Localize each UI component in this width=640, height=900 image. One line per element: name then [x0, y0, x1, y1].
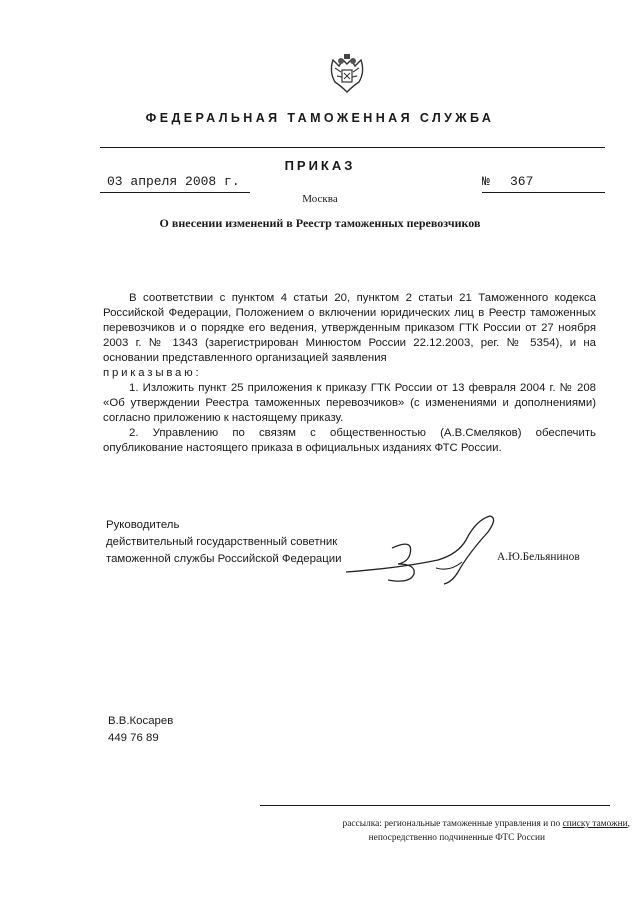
distribution-suffix: ,	[627, 819, 630, 829]
signatory-position: Руководитель	[106, 519, 180, 531]
executor-name: В.В.Косарев	[108, 715, 174, 727]
number-field	[482, 174, 605, 193]
order-item-1: 1. Изложить пункт 25 приложения к приказу ГТК России от 13 февраля 2004 г. № 208 «Об утверждении Реестра таможенных перевозчиков» (с изменениями и дополнениями) согласно приложению к настоящему приказу.	[103, 382, 596, 424]
agency-name: ФЕДЕРАЛЬНАЯ ТАМОЖЕННАЯ СЛУЖБА	[145, 111, 495, 125]
signatory-name: А.Ю.Бельянинов	[497, 551, 580, 563]
executor-phone: 449 76 89	[108, 732, 159, 744]
order-item-2: 2. Управлению по связям с общественностью (А.В.Смеляков) обеспечить опубликование настоящего приказа в официальных изданиях ФТС России.	[103, 427, 596, 454]
order-word: приказываю:	[103, 367, 202, 379]
document-type: ПРИКАЗ	[284, 158, 356, 173]
handwritten-signature	[340, 510, 500, 590]
signatory-title-block	[106, 517, 342, 568]
date-field	[100, 174, 250, 193]
distribution-underlined: списку таможни	[562, 819, 628, 829]
distribution-prefix: рассылка: региональные таможенные управления и по	[342, 819, 563, 829]
signatory-rank-line1: действительный государственный советник	[106, 536, 338, 548]
number-sign: №	[482, 174, 490, 189]
order-date: 03 апреля 2008 г.	[107, 174, 240, 189]
order-body	[103, 291, 596, 456]
city: Москва	[302, 193, 338, 205]
order-subject: О внесении изменений в Реестр таможенных перевозчиков	[159, 216, 481, 230]
footer-rule	[260, 805, 610, 806]
executor-block	[108, 713, 173, 747]
distribution-list	[0, 817, 630, 845]
order-number: 367	[510, 174, 534, 189]
distribution-line-2: непосредственно подчиненные ФТС России	[368, 833, 545, 843]
coat-of-arms-emblem	[327, 52, 367, 96]
order-word-paragraph	[103, 366, 596, 381]
signatory-rank-line2: таможенной службы Российской Федерации	[106, 553, 342, 565]
distribution-line-1	[0, 817, 630, 831]
preamble-paragraph: В соответствии с пунктом 4 статьи 20, пунктом 2 статьи 21 Таможенного кодекса Российской Федерации, Положением о включении юридических лиц в Реестр таможенных перевозчиков и о порядке его ведения, утвержденным приказом ГТК России от 27 ноября 2003 г. № 1343 (зарегистрирован Минюстом России 22.12.2003, рег. № 5354), и на основании представленного организацией заявления	[103, 292, 596, 364]
header-rule	[100, 147, 605, 148]
